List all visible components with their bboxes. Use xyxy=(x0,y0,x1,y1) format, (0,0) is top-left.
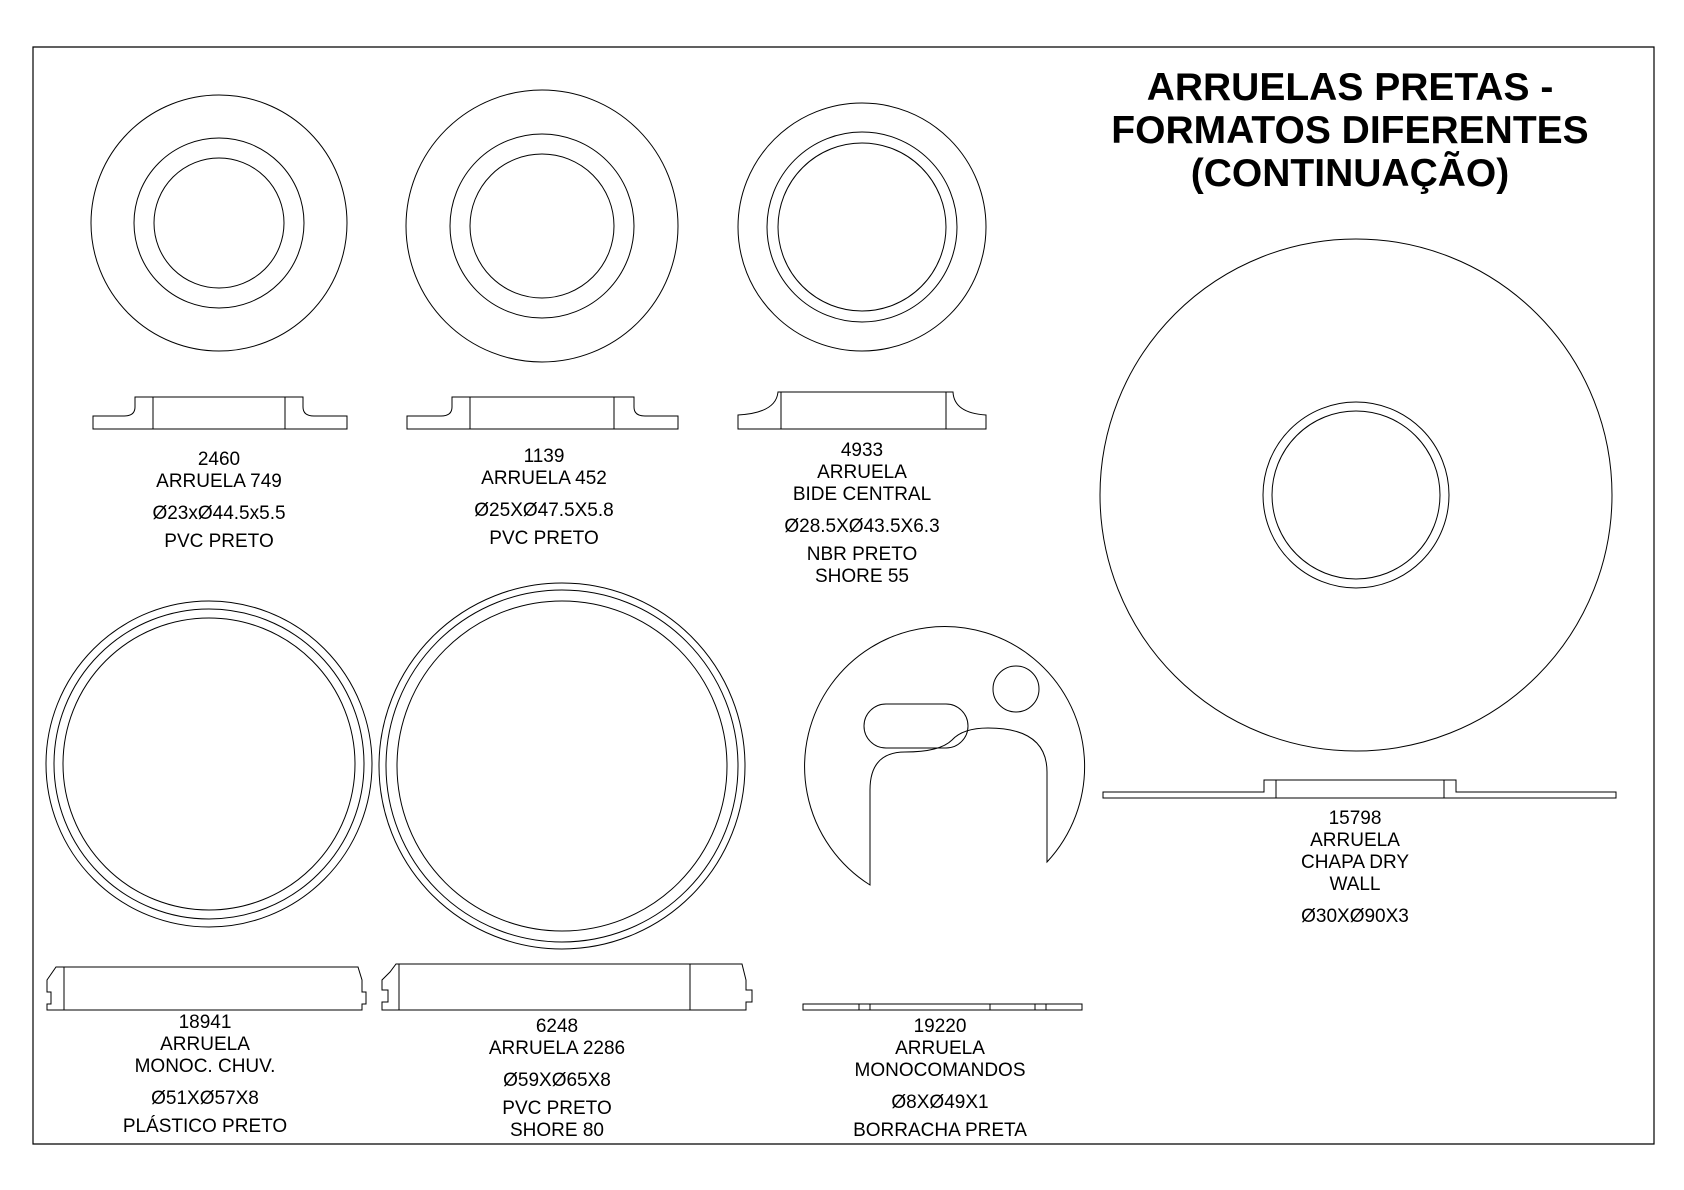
part-code: 1139 xyxy=(523,446,565,467)
washer-6248-side-view xyxy=(382,964,752,1010)
washer-6248-top-view xyxy=(379,583,745,949)
part-dimensions: Ø30XØ90X3 xyxy=(1301,906,1409,927)
part-name-line-2: CHAPA DRY xyxy=(1300,852,1410,873)
part-name-line-2: MONOCOMANDOS xyxy=(854,1060,1026,1081)
part-dimensions: Ø8XØ49X1 xyxy=(891,1092,989,1113)
washer-1139-top-view xyxy=(406,90,678,362)
washer-15798-top-view xyxy=(1100,239,1612,751)
washer-18941-top-view xyxy=(46,601,372,927)
part-6248-label xyxy=(452,1016,662,1142)
washer-2460-top-view xyxy=(91,95,347,351)
part-code: 18941 xyxy=(178,1012,232,1033)
part-material: PVC PRETO xyxy=(164,531,274,552)
part-material-line-2: SHORE 80 xyxy=(510,1120,604,1141)
part-material: NBR PRETO xyxy=(806,544,918,565)
drawing-title xyxy=(1090,66,1610,195)
title-line-3: (CONTINUAÇÃO) xyxy=(1190,152,1510,195)
part-name: ARRUELA xyxy=(895,1038,985,1059)
washer-19220-side-view xyxy=(803,1004,1082,1010)
part-4933-label xyxy=(752,440,972,588)
washer-19220-top-view xyxy=(805,627,1085,885)
washer-4933-side-view xyxy=(738,392,986,429)
part-code: 2460 xyxy=(197,449,241,470)
part-19220-label xyxy=(830,1016,1050,1142)
part-2460-label xyxy=(114,449,324,553)
part-name: ARRUELA 749 xyxy=(156,471,282,492)
part-dimensions: Ø25XØ47.5X5.8 xyxy=(474,500,614,521)
part-material: PVC PRETO xyxy=(489,528,599,549)
part-name: ARRUELA xyxy=(1310,830,1400,851)
part-name: ARRUELA 2286 xyxy=(488,1038,626,1059)
part-dimensions: Ø59XØ65X8 xyxy=(503,1070,611,1091)
washer-1139-side-view xyxy=(407,397,678,429)
part-code: 15798 xyxy=(1328,808,1382,829)
drawing-border xyxy=(33,47,1654,1144)
part-material: PVC PRETO xyxy=(502,1098,612,1119)
title-line-2: FORMATOS DIFERENTES xyxy=(1111,109,1589,152)
part-material: BORRACHA PRETA xyxy=(853,1120,1027,1141)
part-code: 6248 xyxy=(535,1016,579,1037)
part-material-line-2: SHORE 55 xyxy=(815,566,909,587)
washer-18941-side-view xyxy=(47,967,366,1010)
part-dimensions: Ø23xØ44.5x5.5 xyxy=(152,503,286,524)
part-name: ARRUELA xyxy=(160,1034,250,1055)
part-1139-label xyxy=(439,446,649,550)
part-name: ARRUELA 452 xyxy=(481,468,607,489)
part-name-line-2: MONOC. CHUV. xyxy=(134,1056,276,1077)
part-material: PLÁSTICO PRETO xyxy=(122,1116,288,1137)
part-18941-label xyxy=(100,1012,310,1138)
washer-15798-side-view xyxy=(1103,780,1616,798)
part-dimensions: Ø51XØ57X8 xyxy=(151,1088,259,1109)
part-code: 4933 xyxy=(840,440,884,461)
part-name: ARRUELA xyxy=(817,462,907,483)
part-name-line-2: BIDE CENTRAL xyxy=(792,484,932,505)
part-15798-label xyxy=(1250,808,1460,928)
part-dimensions: Ø28.5XØ43.5X6.3 xyxy=(784,516,940,537)
washer-4933-top-view xyxy=(738,103,986,351)
part-code: 19220 xyxy=(913,1016,967,1037)
title-line-1: ARRUELAS PRETAS - xyxy=(1146,66,1554,109)
washer-2460-side-view xyxy=(93,397,347,429)
part-name-line-3: WALL xyxy=(1329,874,1381,895)
